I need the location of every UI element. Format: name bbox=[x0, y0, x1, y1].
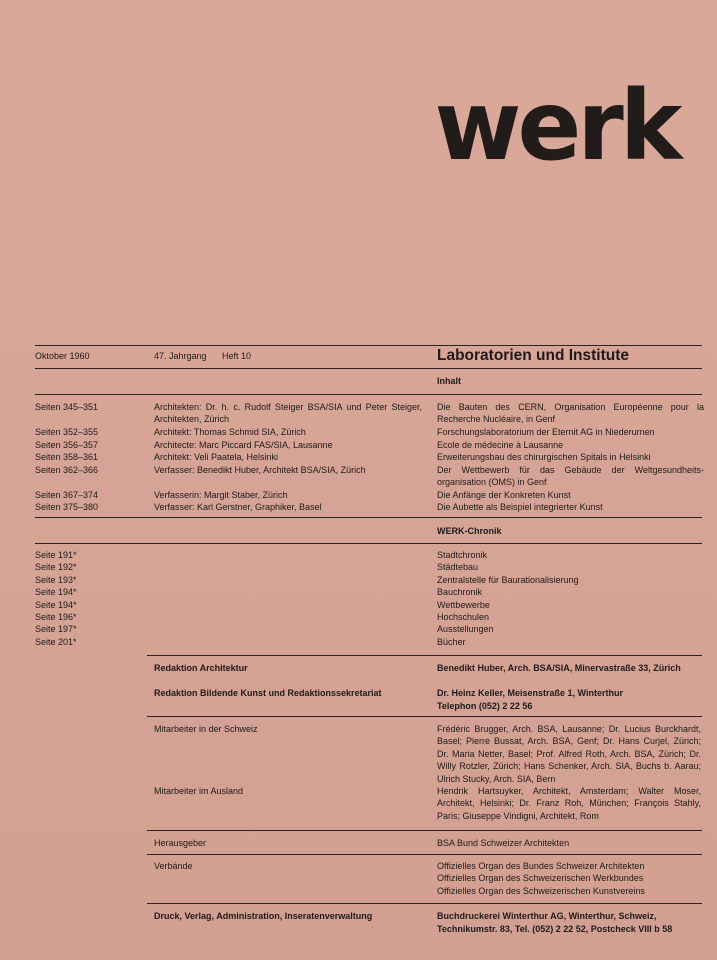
inhalt-rule bbox=[35, 394, 702, 395]
chronik-titles-list bbox=[437, 549, 579, 648]
chronik-title: Ausstellungen bbox=[437, 624, 494, 635]
redaktion-kunst-label: Redaktion Bildende Kunst und Redaktionssekretariat bbox=[154, 688, 382, 698]
chronik-rule bbox=[35, 543, 702, 544]
mitarbeiter-schweiz-value: Frédéric Brugger, Arch. BSA, Lausanne; Dr. Lucius Burckhardt, Basel; Pierre Bussat, Arch. BSA, Genf; Dr. Hans Curjel, Zürich; Dr. Maria Netter, Basel; Prof. Alfred Roth, Arch. BSA, Zürich; Dr. Willy Rotzler, Zürich; Hans Schenker, Arch. SIA, Buchs b. Aarau; Ulrich Stucky, Arch. SIA, Bern bbox=[437, 724, 701, 784]
issue-date: Oktober 1960 bbox=[35, 351, 90, 361]
mitarbeiter-schweiz-label: Mitarbeiter in der Schweiz bbox=[154, 724, 258, 734]
chronik-page: Seite 192* bbox=[35, 562, 77, 573]
chronik-title: Hochschulen bbox=[437, 611, 490, 622]
chronik-title: Städtebau bbox=[437, 562, 479, 573]
redaktion-kunst-value: Dr. Heinz Keller, Meisenstraße 1, Winterthur bbox=[437, 688, 623, 698]
mitarbeiter-ausland-value: Hendrik Hartsuyker, Architekt, Amsterdam; Walter Moser, Architekt, Helsinki; Dr. Franz Roh, München; François Stahly, Paris; Giuseppe Vindigni, Architekt, Rom bbox=[437, 786, 701, 821]
inhalt-title: Die Anfänge der Konkreten Kunst bbox=[437, 489, 571, 500]
druck-value: Buchdruckerei Winterthur AG, Winterthur, Schweiz, bbox=[437, 911, 657, 921]
chronik-title: Zentralstelle für Baurationalisierung bbox=[437, 574, 579, 585]
inhalt-pages: Seiten 345–351 bbox=[35, 402, 99, 412]
header-top-rule bbox=[35, 345, 702, 346]
verbaende-label: Verbände bbox=[154, 861, 193, 871]
druck-label: Druck, Verlag, Administration, Inseratenverwaltung bbox=[154, 911, 373, 921]
chronik-page: Seite 191* bbox=[35, 550, 77, 560]
verbaende-item: Offizielles Organ des Schweizerischen Werkbundes bbox=[437, 873, 644, 884]
header-bottom-rule bbox=[35, 368, 702, 369]
inhalt-title: Die Aubette als Beispiel integrierter Kunst bbox=[437, 502, 603, 512]
inhalt-heading: Inhalt bbox=[437, 376, 461, 386]
inhalt-pages: Seiten 358–361 bbox=[35, 452, 99, 462]
verbaende-rule bbox=[147, 854, 702, 855]
mitarbeiter-rule bbox=[147, 716, 702, 717]
inhalt-author: Verfasser: Karl Gerstner, Graphiker, Basel bbox=[154, 502, 322, 512]
chronik-title: Wettbewerbe bbox=[437, 599, 490, 610]
chronik-page: Seite 197* bbox=[35, 624, 77, 635]
redaktion-architektur-label: Redaktion Architektur bbox=[154, 663, 248, 673]
inhalt-title: Der Wettbewerb für das Gebäude der Weltgesundheits-organisation (OMS) in Genf bbox=[437, 464, 704, 487]
chronik-title: Bücher bbox=[437, 636, 466, 647]
inhalt-author: Architekten: Dr. h. c. Rudolf Steiger BSA/SIA und Peter Steiger, Architekten, Zürich bbox=[154, 402, 422, 425]
chronik-page: Seite 193* bbox=[35, 574, 77, 585]
chronik-heading: WERK-Chronik bbox=[437, 526, 502, 536]
inhalt-pages: Seiten 362–366 bbox=[35, 464, 99, 475]
inhalt-title: Ecole de médecine à Lausanne bbox=[437, 439, 564, 450]
herausgeber-label: Herausgeber bbox=[154, 838, 207, 848]
verbaende-list bbox=[437, 860, 645, 897]
inhalt-end-rule bbox=[35, 517, 702, 518]
inhalt-pages: Seiten 352–355 bbox=[35, 427, 99, 437]
redaktion-kunst-phone: Telephon (052) 2 22 56 bbox=[437, 700, 533, 711]
inhalt-pages: Seiten 375–380 bbox=[35, 502, 99, 512]
inhalt-author: Architekt: Thomas Schmid SIA, Zürich bbox=[154, 427, 306, 437]
chronik-page: Seite 194* bbox=[35, 599, 77, 610]
inhalt-author: Architekt: Veli Paatela, Helsinki bbox=[154, 452, 279, 462]
chronik-title: Stadtchronik bbox=[437, 550, 488, 560]
inhalt-author: Verfasser: Benedikt Huber, Architekt BSA/SIA, Zürich bbox=[154, 464, 366, 475]
inhalt-pages: Seiten 367–374 bbox=[35, 489, 99, 500]
redaktion-architektur-value: Benedikt Huber, Arch. BSA/SIA, Minervastraße 33, Zürich bbox=[437, 663, 681, 673]
chronik-page: Seite 196* bbox=[35, 611, 77, 622]
chronik-page: Seite 201* bbox=[35, 636, 77, 647]
herausgeber-rule bbox=[147, 830, 702, 831]
issue-volume: 47. Jahrgang bbox=[154, 351, 207, 361]
verbaende-item: Offizielles Organ des Bundes Schweizer Architekten bbox=[437, 861, 645, 871]
redaktion-rule bbox=[147, 655, 702, 656]
chronik-pages-list bbox=[35, 549, 77, 648]
inhalt-title: Die Bauten des CERN, Organisation Européenne pour la Recherche Nucléaire, in Genf bbox=[437, 402, 704, 425]
werk-logo: werk bbox=[434, 70, 679, 182]
inhalt-author: Architecte: Marc Piccard FAS/SIA, Lausanne bbox=[154, 439, 333, 450]
chronik-page: Seite 194* bbox=[35, 587, 77, 598]
issue-title: Laboratorien und Institute bbox=[437, 347, 630, 364]
inhalt-author: Verfasserin: Margit Staber, Zürich bbox=[154, 489, 288, 500]
herausgeber-value: BSA Bund Schweizer Architekten bbox=[437, 838, 570, 848]
inhalt-pages: Seiten 356–357 bbox=[35, 439, 99, 450]
verbaende-item: Offizielles Organ des Schweizerischen Kunstvereins bbox=[437, 885, 645, 896]
mitarbeiter-ausland-label: Mitarbeiter im Ausland bbox=[154, 786, 244, 796]
inhalt-title: Erweiterungsbau des chirurgischen Spitals in Helsinki bbox=[437, 452, 651, 462]
issue-number: Heft 10 bbox=[222, 351, 252, 361]
druck-contact: Technikumstr. 83, Tel. (052) 2 22 52, Postcheck VIII b 58 bbox=[437, 923, 673, 934]
inhalt-title: Forschungslaboratorium der Eternit AG in Niederurnen bbox=[437, 427, 655, 437]
chronik-title: Bauchronik bbox=[437, 587, 483, 598]
druck-rule bbox=[147, 903, 702, 904]
